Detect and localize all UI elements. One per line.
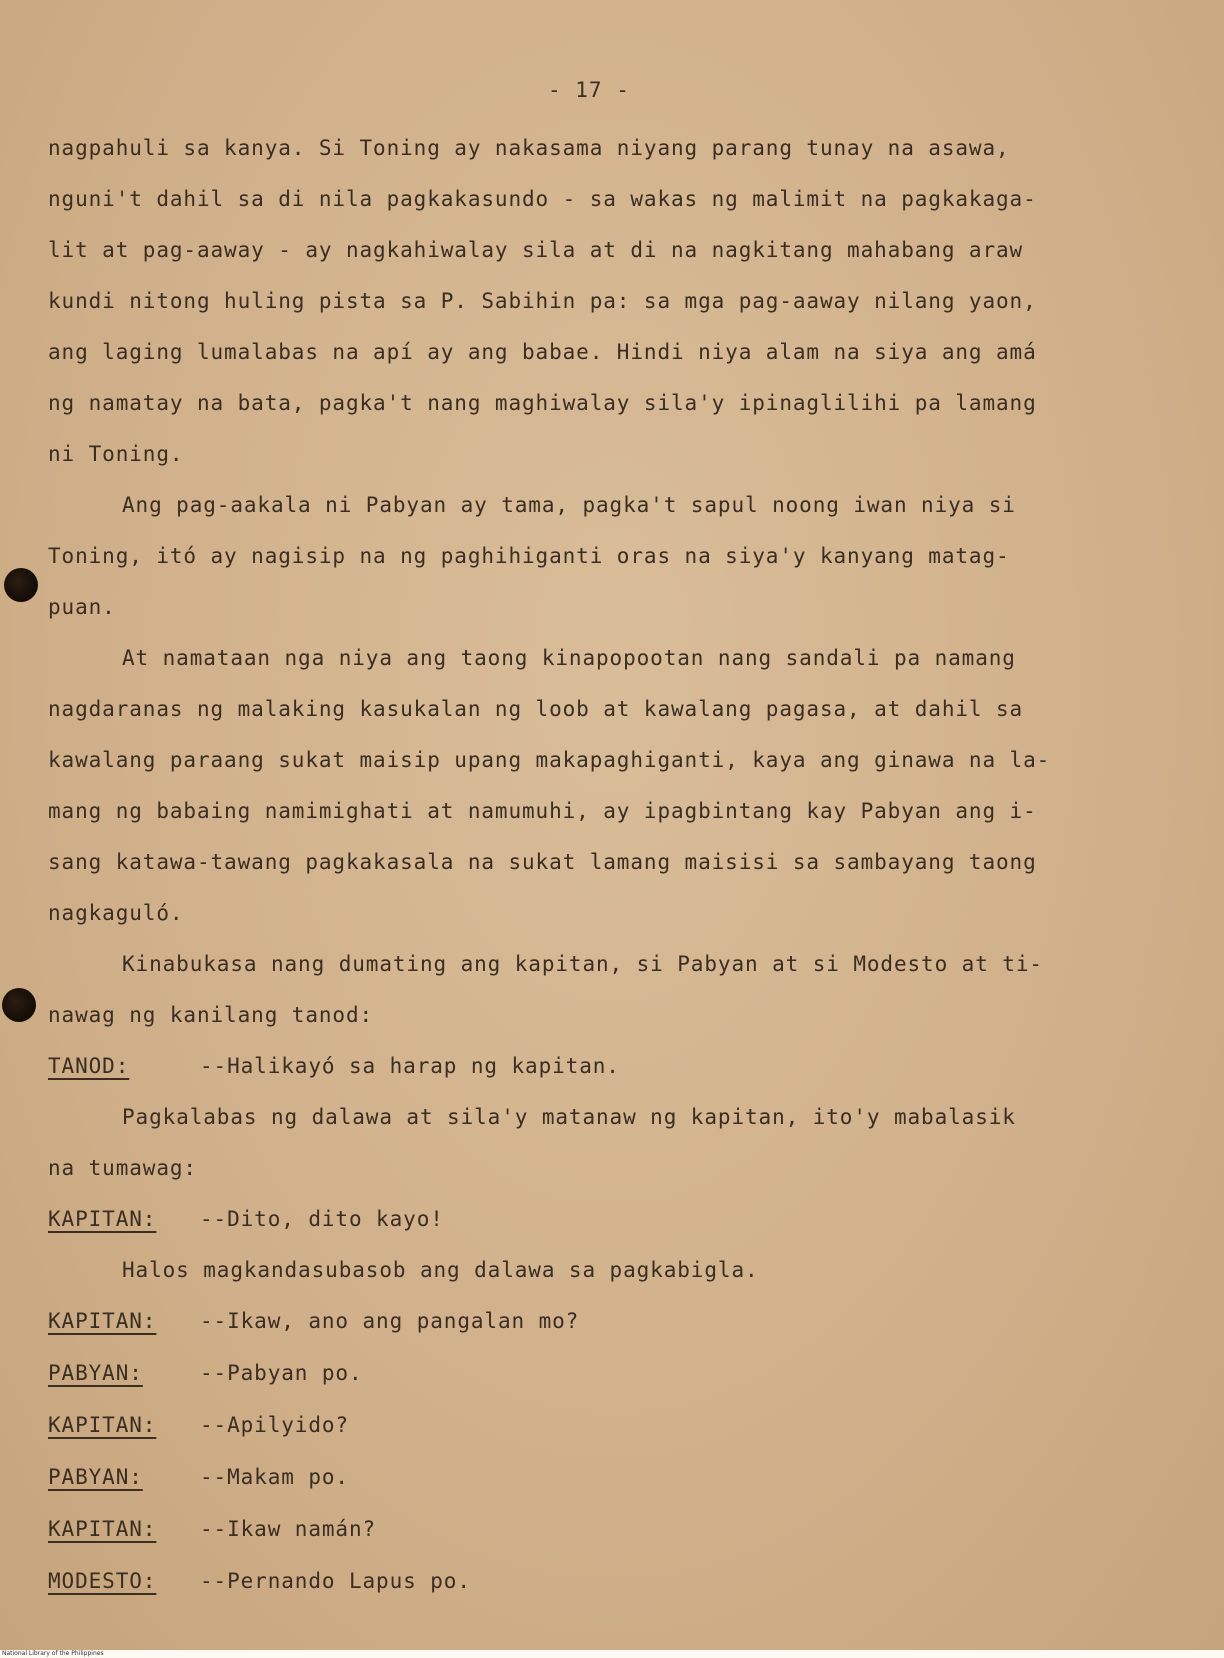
speech-text: --Ikaw namán? [200, 1517, 377, 1541]
text-line: puan. [48, 595, 116, 619]
text-line: ng namatay na bata, pagka't nang maghiwalay sila'y ipinaglilihi pa lamang [48, 391, 1037, 415]
text-line: Halos magkandasubasob ang dalawa sa pagkabigla. [122, 1258, 759, 1282]
dialogue-line [48, 1356, 1180, 1390]
speaker-label: MODESTO: [48, 1569, 157, 1593]
text-line: Toning, itó ay nagisip na ng paghihiganti oras na siya'y kanyang matag- [48, 544, 1010, 568]
speech-text: --Apilyido? [200, 1413, 349, 1437]
speaker-label: KAPITAN: [48, 1309, 157, 1333]
speech-text: --Halikayό sa harap ng kapitan. [200, 1054, 620, 1078]
text-line: Kinabukasa nang dumating ang kapitan, si Pabyan at si Modesto at ti- [122, 952, 1043, 976]
footer-credit: National Library of the Philippines [2, 1650, 104, 1657]
text-line: lit at pag-aaway - ay nagkahiwalay sila at di na nagkitang mahabang araw [48, 238, 1024, 262]
punch-hole [4, 568, 38, 602]
speaker-label: KAPITAN: [48, 1413, 157, 1437]
speech-text: --Pernando Lapus po. [200, 1569, 471, 1593]
text-line: na tumawag: [48, 1156, 197, 1180]
punch-hole [2, 988, 36, 1022]
dialogue-line [48, 1460, 1180, 1494]
dialogue-line [48, 1202, 1180, 1236]
speaker-label: KAPITAN: [48, 1517, 157, 1541]
speech-text: --Ikaw, ano ang pangalan mo? [200, 1309, 580, 1333]
dialogue-line [48, 1049, 1180, 1083]
page-number: - 17 - [548, 78, 630, 102]
speaker-label: KAPITAN: [48, 1207, 157, 1231]
text-line: ni Toning. [48, 442, 184, 466]
text-line: Ang pag-aakala ni Pabyan ay tama, pagka't sapul noong iwan niya si [122, 493, 1016, 517]
speech-text: --Dito, dito kayo! [200, 1207, 444, 1231]
text-line: nagkagulό. [48, 901, 184, 925]
speaker-label: TANOD: [48, 1054, 130, 1078]
dialogue-line [48, 1512, 1180, 1546]
text-line: nawag ng kanilang tanod: [48, 1003, 374, 1027]
text-line: kawalang paraang sukat maisip upang makapaghiganti, kaya ang ginawa na la- [48, 748, 1051, 772]
dialogue-line [48, 1408, 1180, 1442]
text-line: kundi nitong huling pista sa P. Sabihin pa: sa mga pag-aaway nilang yaon, [48, 289, 1037, 313]
text-line: sang katawa-tawang pagkakasala na sukat lamang maisisi sa sambayang taong [48, 850, 1037, 874]
dialogue-line [48, 1304, 1180, 1338]
speaker-label: PABYAN: [48, 1361, 143, 1385]
speaker-label: PABYAN: [48, 1465, 143, 1489]
speech-text: --Pabyan po. [200, 1361, 363, 1385]
footer-strip [0, 1650, 1224, 1658]
speech-text: --Makam po. [200, 1465, 349, 1489]
text-line: nagdaranas ng malaking kasukalan ng loob at kawalang pagasa, at dahil sa [48, 697, 1024, 721]
dialogue-line [48, 1564, 1180, 1598]
text-line: nguni't dahil sa di nila pagkakasundo - sa wakas ng malimit na pagkakaga- [48, 187, 1037, 211]
text-line: At namataan nga niya ang taong kinapopootan nang sandali pa namang [122, 646, 1016, 670]
text-line: mang ng babaing namimighati at namumuhi, ay ipagbintang kay Pabyan ang i- [48, 799, 1037, 823]
text-line: nagpahuli sa kanya. Si Toning ay nakasama niyang parang tunay na asawa, [48, 136, 1010, 160]
text-line: Pagkalabas ng dalawa at sila'y matanaw ng kapitan, ito'y mabalasik [122, 1105, 1016, 1129]
text-line: ang laging lumalabas na apí ay ang babae. Hindi niya alam na siya ang amá [48, 340, 1037, 364]
